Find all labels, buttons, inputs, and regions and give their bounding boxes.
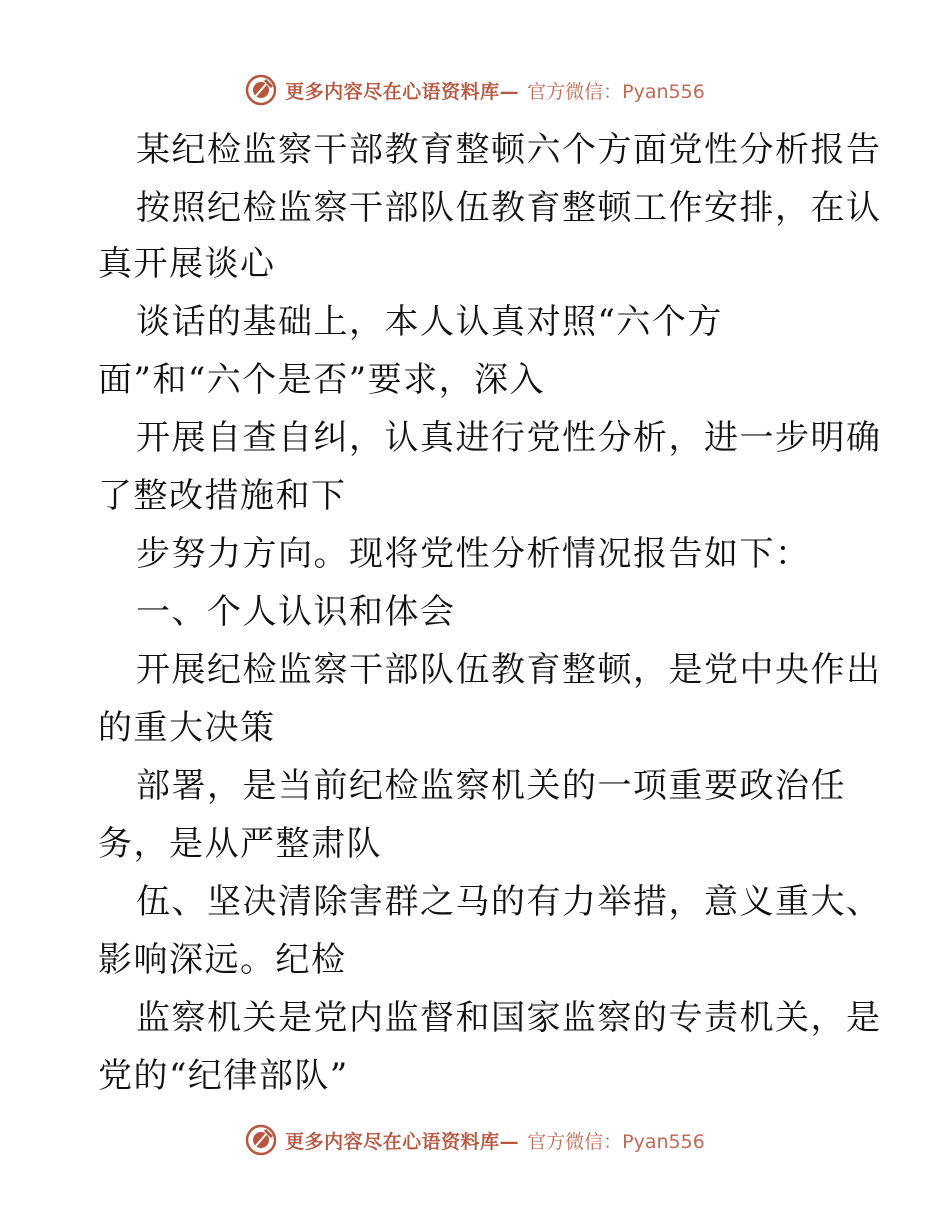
watermark-wechat: 官方微信：Pyan556 bbox=[527, 1130, 705, 1153]
paragraph-line: 了整改措施和下 bbox=[98, 476, 347, 516]
watermark-wechat: 官方微信：Pyan556 bbox=[527, 80, 705, 103]
pen-logo-icon bbox=[245, 1124, 277, 1156]
section-heading: 一、个人认识和体会 bbox=[136, 592, 456, 632]
paragraph-line: 步努力方向。现将党性分析情况报告如下： bbox=[136, 534, 811, 574]
paragraph-line: 影响深远。纪检 bbox=[98, 940, 347, 980]
watermark-text: 更多内容尽在心语资料库— bbox=[285, 1130, 520, 1153]
paragraph-line: 按照纪检监察干部队伍教育整顿工作安排，在认 bbox=[136, 188, 882, 228]
paragraph-line: 谈话的基础上，本人认真对照“六个方 bbox=[136, 302, 723, 342]
paragraph-line: 开展纪检监察干部队伍教育整顿，是党中央作出 bbox=[136, 650, 882, 690]
paragraph-line: 伍、坚决清除害群之马的有力举措，意义重大、 bbox=[136, 882, 882, 922]
paragraph-line: 面”和“六个是否”要求，深入 bbox=[98, 360, 546, 400]
document-title: 某纪检监察干部教育整顿六个方面党性分析报告 bbox=[136, 130, 882, 170]
paragraph-line: 的重大决策 bbox=[98, 708, 276, 748]
watermark-text: 更多内容尽在心语资料库— bbox=[285, 80, 520, 103]
paragraph-line: 务，是从严整肃队 bbox=[98, 824, 382, 864]
paragraph-line: 真开展谈心 bbox=[98, 244, 276, 284]
paragraph-line: 开展自查自纠，认真进行党性分析，进一步明确 bbox=[136, 418, 882, 458]
pen-logo-icon bbox=[245, 74, 277, 106]
header-watermark bbox=[0, 70, 950, 110]
paragraph-line: 部署，是当前纪检监察机关的一项重要政治任 bbox=[136, 766, 846, 806]
paragraph-line: 监察机关是党内监督和国家监察的专责机关，是 bbox=[136, 998, 882, 1038]
footer-watermark bbox=[0, 1120, 950, 1160]
paragraph-line: 党的“纪律部队” bbox=[98, 1056, 349, 1096]
